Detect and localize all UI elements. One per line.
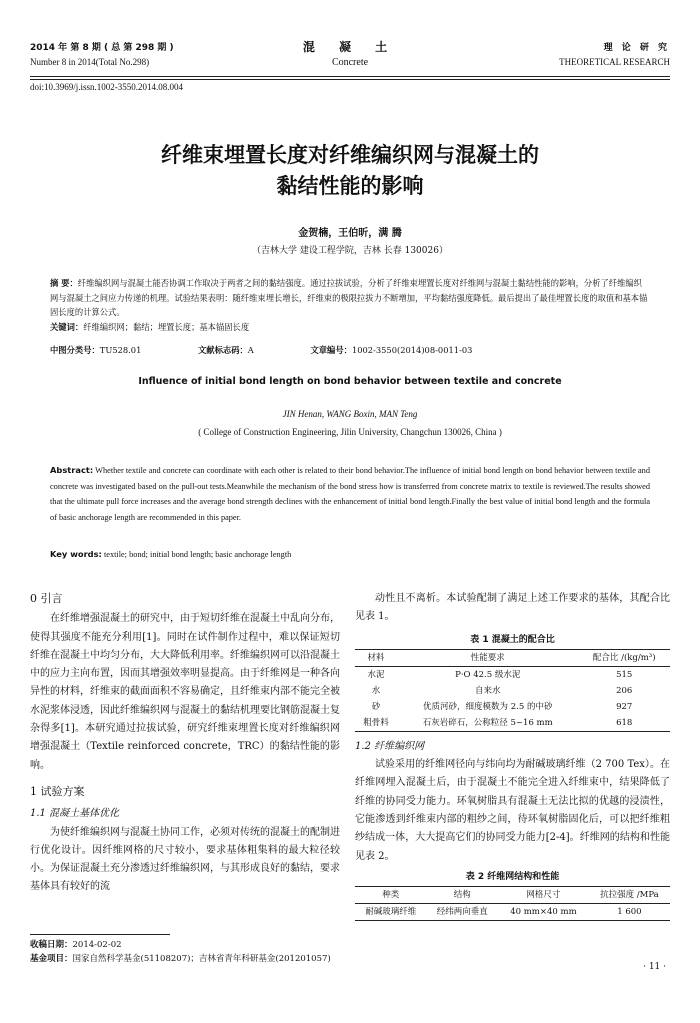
keywords-cn: 纤维编织网；黏结；埋置长度；基本锚固长度 (83, 321, 250, 332)
table-1 (355, 649, 670, 732)
table-cell: 40 mm×40 mm (498, 904, 589, 921)
section-1-heading: 1 试验方案 (30, 784, 85, 798)
section-0-paragraph: 在纤维增强混凝土的研究中，由于短切纤维在混凝土中乱向分布，使得其强度不能充分利用[1]。同时在试件制作过程中，难以保证短切纤维在混凝土中均匀分布，大大降低利用率。纤维编织网可以沿混凝土中的应力主向布置，因而其增强效率明显提高。由于纤维网是一种各向异性的材料，纤维束的截面面积不容易确定，且纤维束内部不能完全被水泥浆体浸透，因此纤维编织网与混凝土的黏结机理要比钢筋混凝土复杂得多[1]。本研究通过拉拔试验，研究纤维束埋置长度对纤维编织网增强混凝土（Textile reinforced concrete，TRC）的黏结性能的影响。 (30, 613, 340, 771)
received-date (30, 938, 122, 950)
table-1-header-cell: 性能要求 (397, 649, 578, 666)
authors-en: JIN Henan, WANG Boxin, MAN Teng (282, 409, 418, 419)
right-column (355, 590, 670, 921)
fund-label: 基金项目： (30, 954, 73, 964)
page-number: · 11 · (643, 962, 666, 972)
section-cn: 理 论 研 究 (603, 43, 670, 53)
paper-title-cn (30, 140, 670, 202)
authors-cn: 金贺楠，王伯昕，满 腾 (298, 228, 402, 239)
section-1-1-heading: 1.1 混凝土基体优化 (30, 808, 120, 820)
fund-value: 国家自然科学基金(51108207)；吉林省青年科研基金(201201057) (72, 954, 331, 964)
abstract-cn-text: 纤维编织网与混凝土能否协调工作取决于两者之间的黏结强度。通过拉拔试验，分析了纤维束埋置长度对纤维网与混凝土黏结性能的影响，分析了纤维编织网与混凝土之间应力传递的机理。试验结果表明：随纤维束埋长增长，纤维束的极限拉拔力不断增加，平均黏结强度降低。最后提出了最佳埋置长度的取值和基本锚固长度的计算公式。 (50, 278, 648, 318)
section-0-heading: 0 引言 (30, 592, 63, 605)
articleno-label: 文章编号： (310, 345, 352, 355)
header-rule-thin (30, 79, 670, 80)
keywords-cn-label: 关键词： (50, 321, 84, 332)
table-row (355, 666, 670, 683)
table-2-header-cell: 网格尺寸 (498, 887, 589, 904)
issue-en: Number 8 in 2014(Total No.298) (30, 57, 150, 67)
right-paragraph-1: 动性且不离析。本试验配制了满足上述工作要求的基体，其配合比见表 1。 (355, 593, 670, 623)
table-1-caption: 表 1 混凝土的配合比 (470, 634, 555, 645)
received-label: 收稿日期： (30, 940, 73, 950)
section-1-2-paragraph: 试验采用的纤维网径向与纬向均为耐碱玻璃纤维（2 700 Tex）。在纤维网埋入混凝土后，由于混凝土不能完全进入纤维束中，结果降低了纤维的协同受力能力。环氧树脂具有混凝土无法比拟的优越的浸渍性，它能渗透到纤维束内部的粗纱之间，待环氧树脂固化后，可以把纤维粗纱结成一体，大大提高它们的协同受力能力[2-4]。纤维网的结构和性能见表 2。 (355, 759, 670, 862)
abstract-en (50, 463, 650, 525)
table-cell: 水泥 (367, 669, 385, 680)
table-cell: 自来水 (474, 685, 501, 696)
paper-title-en: Influence of initial bond length on bond behavior between textile and concrete (138, 376, 562, 387)
table-2-caption: 表 2 纤维网结构和性能 (465, 871, 560, 882)
section-1-2-heading: 1.2 纤维编织网 (355, 740, 425, 752)
clc-value: TU528.01 (99, 345, 142, 355)
doi[interactable]: doi:10.3969/j.issn.1002-3550.2014.08.004 (30, 82, 184, 92)
table-1-header-cell: 配合比 /(kg/m³) (578, 649, 670, 666)
abstract-cn-label: 摘 要： (50, 278, 78, 288)
journal-en: Concrete (331, 57, 369, 68)
table-cell: 经纬两向垂直 (427, 904, 499, 921)
table-cell: 石灰岩碎石，公称粒径 5~16 mm (397, 715, 578, 732)
title-line-2: 黏结性能的影响 (276, 174, 424, 198)
left-column (30, 590, 340, 897)
table-cell: 1 600 (589, 904, 670, 921)
table-row (355, 904, 670, 921)
funding (30, 952, 331, 964)
table-cell: 砂 (371, 701, 381, 712)
table-row (355, 699, 670, 715)
table-cell: 优质河砂，细度模数为 2.5 的中砂 (423, 701, 553, 712)
affiliation-cn: （吉林大学 建设工程学院，吉林 长春 130026） (252, 246, 448, 256)
table-2 (355, 886, 670, 921)
table-cell: 618 (578, 715, 670, 732)
table-2-header-cell: 结构 (427, 887, 499, 904)
table-cell: P·O 42.5 级水泥 (455, 669, 521, 680)
clc-label: 中图分类号： (50, 345, 100, 355)
table-2-header (355, 887, 670, 904)
table-cell: 耐碱玻璃纤维 (355, 904, 427, 921)
classification-line (50, 344, 650, 356)
section-en: THEORETICAL RESEARCH (559, 57, 670, 67)
issue-cn: 2014 年 第 8 期 ( 总 第 298 期 ) (30, 43, 174, 53)
abstract-cn (50, 276, 650, 334)
keywords-en-line (50, 549, 291, 559)
section-1-1-paragraph: 为使纤维编织网与混凝土协同工作，必须对传统的混凝土的配制进行优化设计。因纤维网格的尺寸较小，要求基体粗集料的最大粒径较小。为保证混凝土充分渗透过纤维编织网，与其形成良好的黏结，要求基体具有较好的流 (30, 826, 340, 893)
received-value: 2014-02-02 (72, 940, 122, 950)
articleno-value: 1002-3550(2014)08-0011-03 (351, 345, 473, 355)
affiliation-en: ( College of Construction Engineering, Jilin University, Changchun 130026, China ) (198, 427, 502, 437)
table-2-header-cell: 种类 (355, 887, 427, 904)
title-line-1: 纤维束埋置长度对纤维编织网与混凝土的 (161, 143, 539, 167)
table-1-header (355, 649, 670, 666)
table-cell: 927 (616, 701, 633, 712)
table-cell: 粗骨料 (355, 715, 397, 732)
doccode-label: 文献标志码： (198, 345, 248, 355)
keywords-en: textile; bond; initial bond length; basic anchorage length (103, 550, 292, 559)
abstract-en-text: Whether textile and concrete can coordinate with each other is related to their bond behavior.The influence of initial bond length on bond behavior between textile and concrete was investigated based on the pull-out tests.Meanwhile the mechanism of the bond stress how is transferred from concrete matrix to textile is reviewed.The results showed that the ultimate pull force increases and the average bond strength declines with the enhancement of initial bond length.Finally the best value of initial bond length and the formula of basic anchorage length are recommended in this paper. (50, 466, 650, 522)
journal-cn: 混 凝 土 (302, 40, 398, 54)
table-cell: 水 (371, 685, 381, 696)
running-header (30, 40, 670, 74)
table-row (355, 683, 670, 699)
keywords-en-label: Key words: (50, 549, 102, 559)
table-cell: 515 (616, 669, 633, 680)
doccode-value: A (247, 345, 254, 355)
abstract-en-label: Abstract: (50, 465, 94, 475)
table-row (355, 715, 670, 732)
footnote-rule (30, 934, 170, 935)
table-cell: 206 (616, 685, 633, 696)
table-1-header-cell: 材料 (355, 649, 397, 666)
table-2-header-cell: 抗拉强度 /MPa (589, 887, 670, 904)
header-rule (30, 76, 670, 77)
